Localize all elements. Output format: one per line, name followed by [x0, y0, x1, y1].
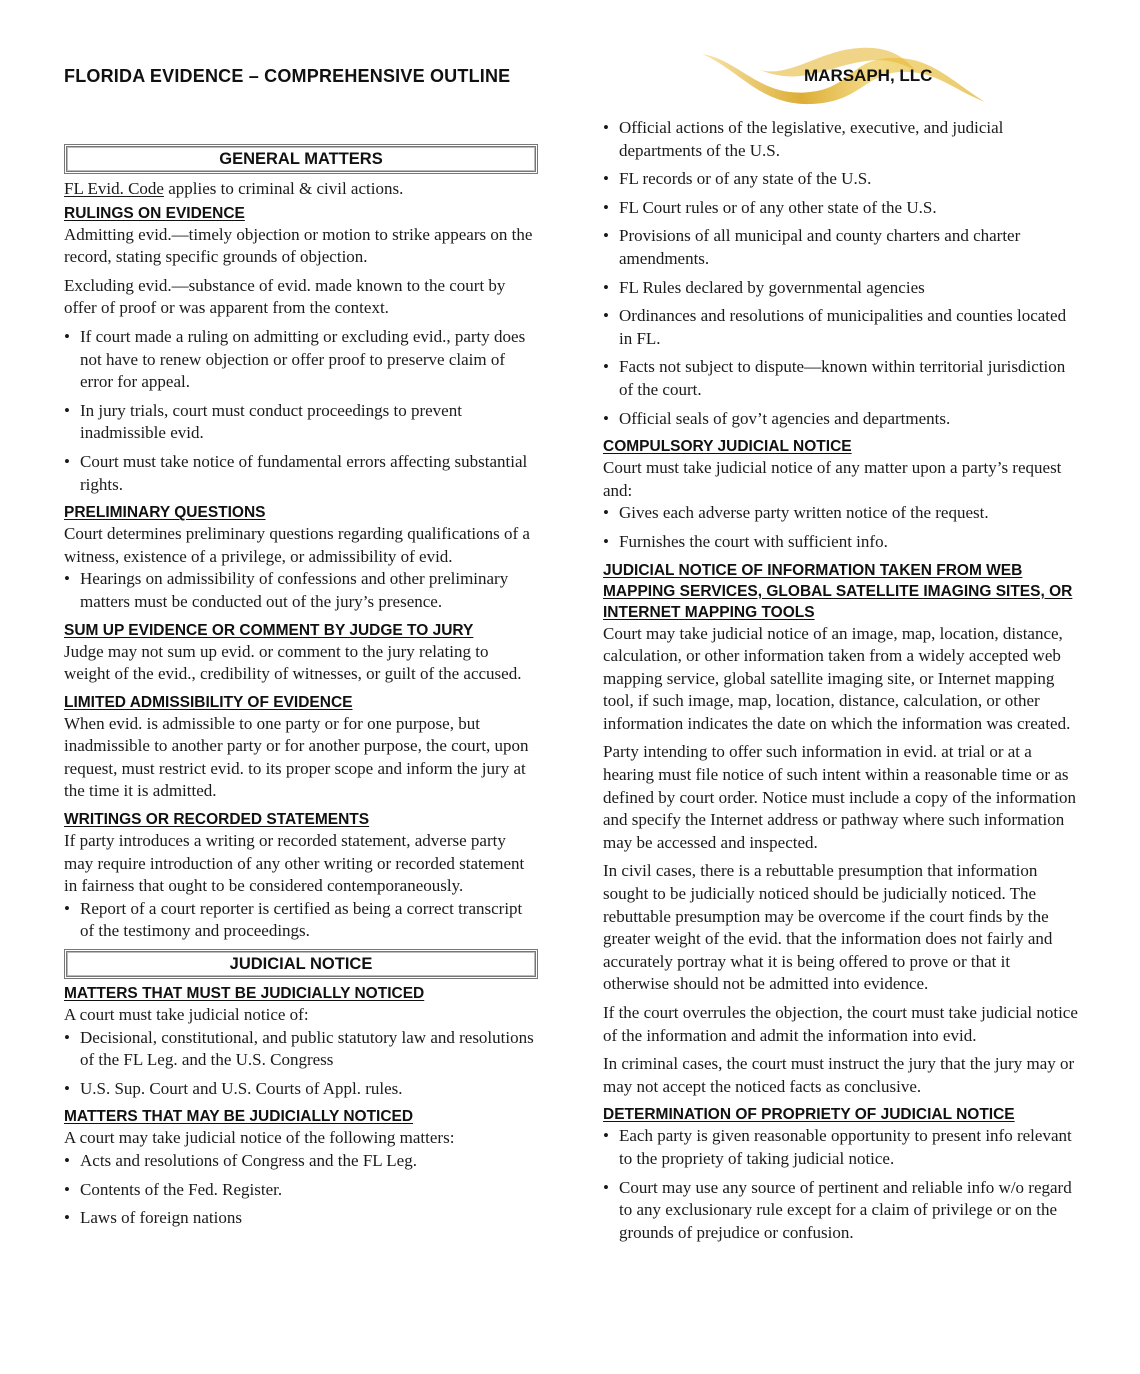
- paragraph: Admitting evid.—timely objection or motion to strike appears on the record, stating specific grounds of objection.: [64, 224, 533, 267]
- paragraph: A court may take judicial notice of the following matters:: [64, 1128, 455, 1148]
- list-item: • Acts and resolutions of Congress and the FL Leg.: [64, 1150, 538, 1173]
- heading-writings: WRITINGS OR RECORDED STATEMENTS: [64, 811, 370, 829]
- list-item: • Laws of foreign nations: [64, 1207, 538, 1230]
- paragraph: In criminal cases, the court must instruct the jury that the jury may or may not accept the noticed facts as conclusive.: [603, 1054, 1075, 1096]
- paragraph: A court must take judicial notice of:: [64, 1005, 309, 1025]
- paragraph: Court must take judicial notice of any matter upon a party’s request and:: [603, 458, 1062, 500]
- paragraph: Party intending to offer such information in evid. at trial or at a hearing must file notice of such intent within a reasonable time or as defined by court order. Notice must include a copy of the information and specify the Internet address or pathway where such information may be accessed and inspected.: [603, 742, 1077, 852]
- list-item: • Hearings on admissibility of confessions and other preliminary matters must be conducted out of the jury’s presence.: [64, 568, 538, 613]
- list-item: • Official actions of the legislative, executive, and judicial departments of the U.S.: [603, 117, 1079, 162]
- paragraph: Court may take judicial notice of an image, map, location, distance, calculation, or other information taken from a widely accepted web mapping service, global satellite imaging site, or Internet mapping tool, if such image, map, location, distance, calculation, or other information indicates the date on which the information was created.: [603, 623, 1071, 733]
- list-item: • Court must take notice of fundamental errors affecting substantial rights.: [64, 451, 538, 496]
- heading-web-mapping: JUDICIAL NOTICE OF INFORMATION TAKEN FROM WEB MAPPING SERVICES, GLOBAL SATELLITE IMAGING SITES, OR INTERNET MAPPING TOOLS: [603, 561, 1073, 621]
- list-item: • Gives each adverse party written notice of the request.: [603, 502, 1079, 525]
- list-item: • Report of a court reporter is certified as being a correct transcript of the testimony and proceedings.: [64, 898, 538, 943]
- intro-paragraph: [64, 178, 538, 201]
- list-item: • Each party is given reasonable opportunity to present info relevant to the propriety of taking judicial notice.: [603, 1125, 1079, 1170]
- bullet-list: [603, 117, 1079, 430]
- intro-text: applies to criminal & civil actions.: [163, 179, 404, 198]
- bullet-list: [64, 568, 538, 613]
- section-box-judicial-notice: JUDICIAL NOTICE: [64, 949, 538, 979]
- paragraph: In civil cases, there is a rebuttable presumption that information sought to be judicially noticed should be judicially noticed. The rebuttable presumption may be overcome if the court finds by the greater weight of the evid. that the information does not fairly and accurately portray what it is being offered to prove or that it otherwise should not be admitted into evidence.: [603, 861, 1053, 994]
- bullet-list: [603, 1125, 1079, 1244]
- document-title: FLORIDA EVIDENCE – COMPREHENSIVE OUTLINE: [64, 66, 511, 86]
- bullet-list: [603, 502, 1079, 553]
- list-item: • Court may use any source of pertinent and reliable info w/o regard to any exclusionary rule except for a claim of privilege or on the grounds of prejudice or confusion.: [603, 1177, 1079, 1245]
- list-item: • Furnishes the court with sufficient info.: [603, 531, 1079, 554]
- brand-name: MARSAPH, LLC: [804, 66, 933, 85]
- heading-must-be-noticed: MATTERS THAT MUST BE JUDICIALLY NOTICED: [64, 985, 425, 1003]
- bullet-list: [64, 326, 538, 496]
- heading-compulsory: COMPULSORY JUDICIAL NOTICE: [603, 438, 852, 456]
- paragraph: Court determines preliminary questions regarding qualifications of a witness, existence of a privilege, or admissibility of evid.: [64, 524, 530, 566]
- paragraph: If the court overrules the objection, the court must take judicial notice of the information and admit the information into evid.: [603, 1003, 1078, 1045]
- list-item: • In jury trials, court must conduct proceedings to prevent inadmissible evid.: [64, 400, 538, 445]
- heading-limited-admissibility: LIMITED ADMISSIBILITY OF EVIDENCE: [64, 693, 353, 711]
- paragraph: When evid. is admissible to one party or for one purpose, but inadmissible to another party or for another purpose, the court, upon request, must restrict evid. to its proper scope and inform the jury at the time it is admitted.: [64, 713, 529, 801]
- list-item: • If court made a ruling on admitting or excluding evid., party does not have to renew objection or offer proof to preserve claim of error for appeal.: [64, 326, 538, 394]
- list-item: • Decisional, constitutional, and public statutory law and resolutions of the FL Leg. and the U.S. Congress: [64, 1027, 538, 1072]
- paragraph: If party introduces a writing or recorded statement, adverse party may require introduction of any other writing or recorded statement in fairness that ought to be considered contemporaneously.: [64, 831, 525, 896]
- brand-logo: [700, 40, 1000, 110]
- list-item: • FL records or of any state of the U.S.: [603, 168, 1079, 191]
- heading-propriety: DETERMINATION OF PROPRIETY OF JUDICIAL NOTICE: [603, 1106, 1015, 1124]
- list-item: • FL Rules declared by governmental agencies: [603, 277, 1079, 300]
- paragraph: Judge may not sum up evid. or comment to the jury relating to weight of the evid., credibility of witnesses, or guilt of the accused.: [64, 641, 522, 684]
- bullet-list: [64, 1150, 538, 1230]
- heading-sum-up: SUM UP EVIDENCE OR COMMENT BY JUDGE TO JURY: [64, 621, 474, 639]
- list-item: • U.S. Sup. Court and U.S. Courts of Appl. rules.: [64, 1078, 538, 1101]
- bullet-list: [64, 898, 538, 943]
- heading-rulings: RULINGS ON EVIDENCE: [64, 204, 245, 222]
- paragraph: Excluding evid.—substance of evid. made known to the court by offer of proof or was apparent from the context.: [64, 275, 506, 318]
- left-column: [64, 142, 538, 1236]
- list-item: • Provisions of all municipal and county charters and charter amendments.: [603, 225, 1079, 270]
- bullet-list: [64, 1027, 538, 1101]
- heading-preliminary: PRELIMINARY QUESTIONS: [64, 504, 266, 522]
- list-item: • Facts not subject to dispute—known within territorial jurisdiction of the court.: [603, 356, 1079, 401]
- list-item: • Official seals of gov’t agencies and departments.: [603, 408, 1079, 431]
- heading-may-be-noticed: MATTERS THAT MAY BE JUDICIALLY NOTICED: [64, 1108, 414, 1126]
- fl-evid-code-link[interactable]: FL Evid. Code: [64, 179, 164, 198]
- list-item: • Contents of the Fed. Register.: [64, 1179, 538, 1202]
- section-box-general-matters: GENERAL MATTERS: [64, 144, 538, 174]
- list-item: • FL Court rules or of any other state of the U.S.: [603, 197, 1079, 220]
- list-item: • Ordinances and resolutions of municipalities and counties located in FL.: [603, 305, 1079, 350]
- right-column: [603, 117, 1079, 1250]
